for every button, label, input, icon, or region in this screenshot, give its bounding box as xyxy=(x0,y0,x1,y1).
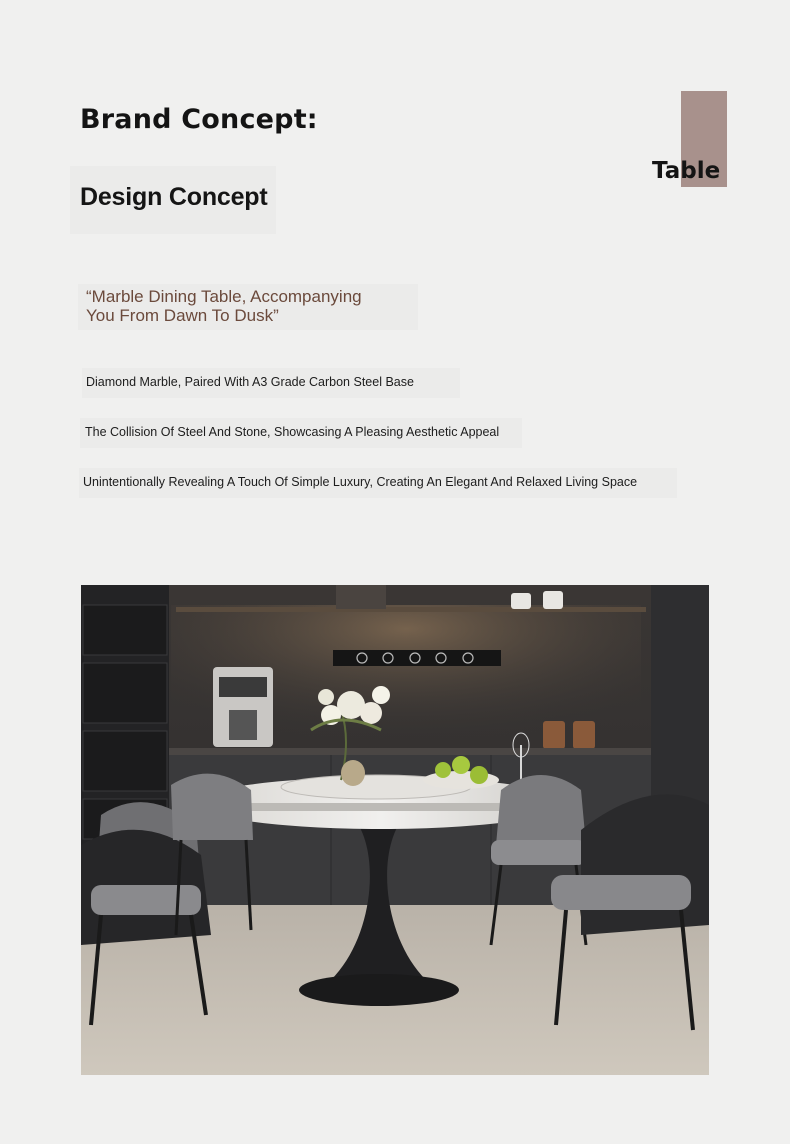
tagline-quote xyxy=(86,287,362,325)
feature-text-1: Diamond Marble, Paired With A3 Grade Carbon Steel Base xyxy=(86,375,414,389)
product-category-label: Table xyxy=(652,158,721,184)
brand-concept-heading: Brand Concept: xyxy=(80,104,318,135)
tagline-line-1: “Marble Dining Table, Accompanying xyxy=(86,287,362,306)
feature-text-3: Unintentionally Revealing A Touch Of Simple Luxury, Creating An Elegant And Relaxed Living Space xyxy=(83,475,638,489)
tagline-line-2: You From Dawn To Dusk” xyxy=(86,306,279,325)
product-photo xyxy=(81,585,709,1075)
design-concept-heading: Design Concept xyxy=(80,183,268,211)
feature-text-2: The Collision Of Steel And Stone, Showcasing A Pleasing Aesthetic Appeal xyxy=(85,425,500,439)
